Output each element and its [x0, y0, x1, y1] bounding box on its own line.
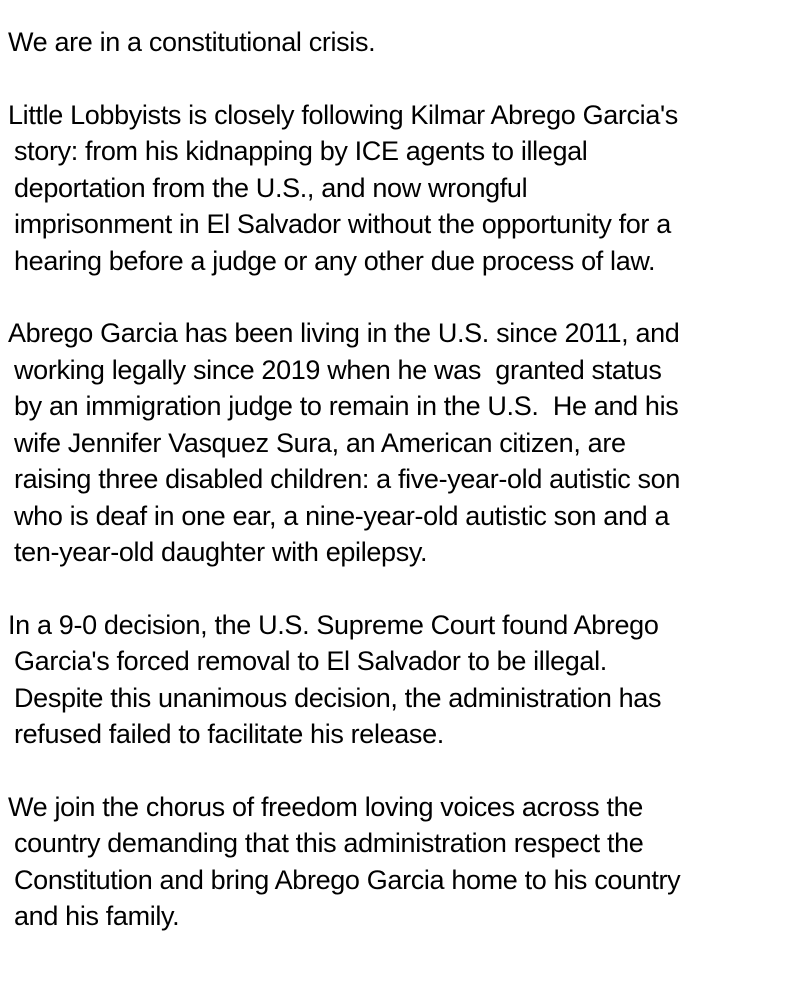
- text-line: We are in a constitutional crisis.: [8, 27, 376, 57]
- text-line: In a 9-0 decision, the U.S. Supreme Court found Abrego: [8, 609, 659, 640]
- text-line: imprisonment in El Salvador without the opportunity for a: [14, 209, 671, 239]
- text-line: Little Lobbyists is closely following Kilmar Abrego Garcia's: [8, 99, 678, 130]
- text-line: Garcia's forced removal to El Salvador to be illegal.: [14, 646, 607, 676]
- text-line: ten-year-old daughter with epilepsy.: [14, 537, 428, 567]
- text-line: Abrego Garcia has been living in the U.S. since 2011, and: [8, 318, 680, 348]
- text-line: working legally since 2019 when he was granted status: [14, 354, 662, 385]
- text-line: who is deaf in one ear, a nine-year-old autistic son and a: [14, 500, 670, 531]
- text-line: story: from his kidnapping by ICE agents to illegal: [14, 136, 588, 166]
- paragraph-background: [8, 315, 798, 571]
- text-line: Constitution and bring Abrego Garcia home to his country: [14, 864, 681, 895]
- text-line: by an immigration judge to remain in the U.S. He and his: [14, 391, 679, 421]
- paragraph-intro: [8, 24, 798, 61]
- text-line: Despite this unanimous decision, the administration has: [14, 682, 662, 713]
- text-line: raising three disabled children: a five-year-old autistic son: [14, 464, 681, 494]
- paragraph-following-story: [8, 97, 798, 280]
- text-line: wife Jennifer Vasquez Sura, an American citizen, are: [14, 427, 626, 458]
- text-line: hearing before a judge or any other due process of law.: [14, 245, 656, 276]
- paragraph-supreme-court: [8, 607, 798, 753]
- paragraph-call-to-action: [8, 789, 798, 935]
- text-line: refused failed to facilitate his release.: [14, 719, 444, 749]
- text-line: We join the chorus of freedom loving voices across the: [8, 791, 643, 822]
- statement-document: [8, 24, 798, 971]
- text-line: country demanding that this administration respect the: [14, 828, 644, 858]
- text-line: deportation from the U.S., and now wrongful: [14, 172, 528, 203]
- text-line: and his family.: [14, 901, 180, 931]
